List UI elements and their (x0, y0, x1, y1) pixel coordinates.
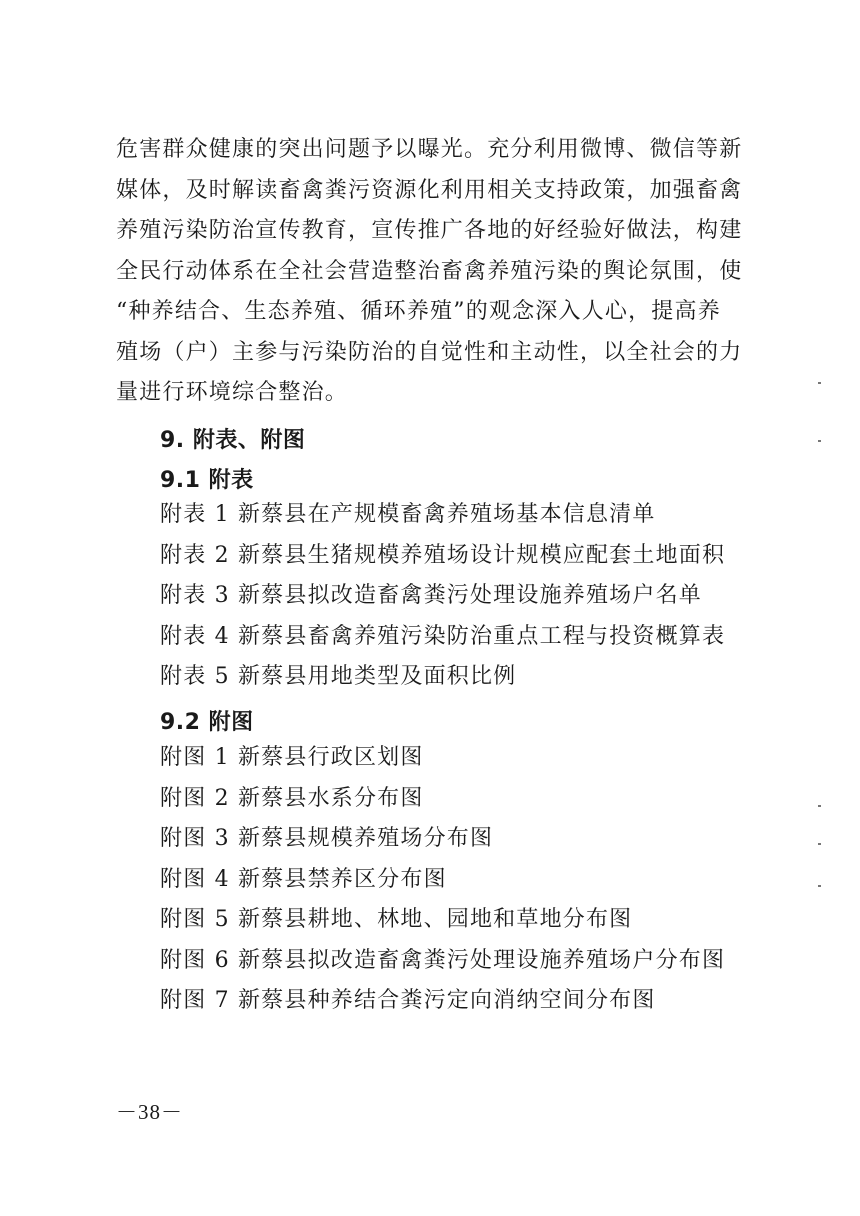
figure-list-item: 附图 7 新蔡县种养结合粪污定向消纳空间分布图 (160, 988, 656, 1013)
figure-list-item: 附图 4 新蔡县禁养区分布图 (160, 866, 447, 892)
table-list-item: 附表 4 新蔡县畜禽养殖污染防治重点工程与投资概算表 (160, 623, 726, 649)
table-list-item: 附表 1 新蔡县在产规模畜禽养殖场基本信息清单 (160, 502, 656, 527)
figures-list (160, 738, 725, 1022)
paragraph-line: “种养结合、生态养殖、循环养殖”的观念深入人心，提高养 (116, 299, 721, 324)
paragraph-line: 殖场（户）主参与污染防治的自觉性和主动性，以全社会的力 (116, 339, 743, 365)
paragraph-line: 全民行动体系在全社会营造整治畜禽养殖污染的舆论氛围，使 (116, 258, 743, 284)
page-number: －38－ (116, 1100, 183, 1124)
table-list-item: 附表 5 新蔡县用地类型及面积比例 (160, 664, 517, 689)
paragraph-line: 媒体，及时解读畜禽粪污资源化利用相关支持政策，加强畜禽 (116, 177, 743, 203)
scan-mark (818, 382, 821, 384)
paragraph-line: 量进行环境综合整治。 (116, 380, 349, 405)
table-list-item: 附表 2 新蔡县生猪规模养殖场设计规模应配套土地面积 (160, 542, 726, 568)
figure-list-item: 附图 3 新蔡县规模养殖场分布图 (160, 826, 494, 851)
figure-list-item: 附图 2 新蔡县水系分布图 (160, 785, 424, 811)
figure-list-item: 附图 1 新蔡县行政区划图 (160, 745, 424, 770)
body-paragraph (116, 130, 746, 414)
figures-heading: 9.2 附图 (160, 710, 254, 735)
tables-heading: 9.1 附表 (160, 468, 254, 493)
scan-mark (818, 805, 821, 807)
figure-list-item: 附图 5 新蔡县耕地、林地、园地和草地分布图 (160, 907, 633, 932)
figure-list-item: 附图 6 新蔡县拟改造畜禽粪污处理设施养殖场户分布图 (160, 947, 726, 973)
scan-mark (818, 885, 821, 887)
paragraph-line: 危害群众健康的突出问题予以曝光。充分利用微博、微信等新 (116, 137, 743, 162)
scan-mark (818, 440, 821, 442)
section-heading: 9. 附表、附图 (160, 428, 306, 453)
paragraph-line: 养殖污染防治宣传教育，宣传推广各地的好经验好做法，构建 (116, 218, 743, 243)
tables-list (160, 495, 725, 698)
table-list-item: 附表 3 新蔡县拟改造畜禽粪污处理设施养殖场户名单 (160, 583, 702, 608)
scan-mark (818, 843, 821, 845)
